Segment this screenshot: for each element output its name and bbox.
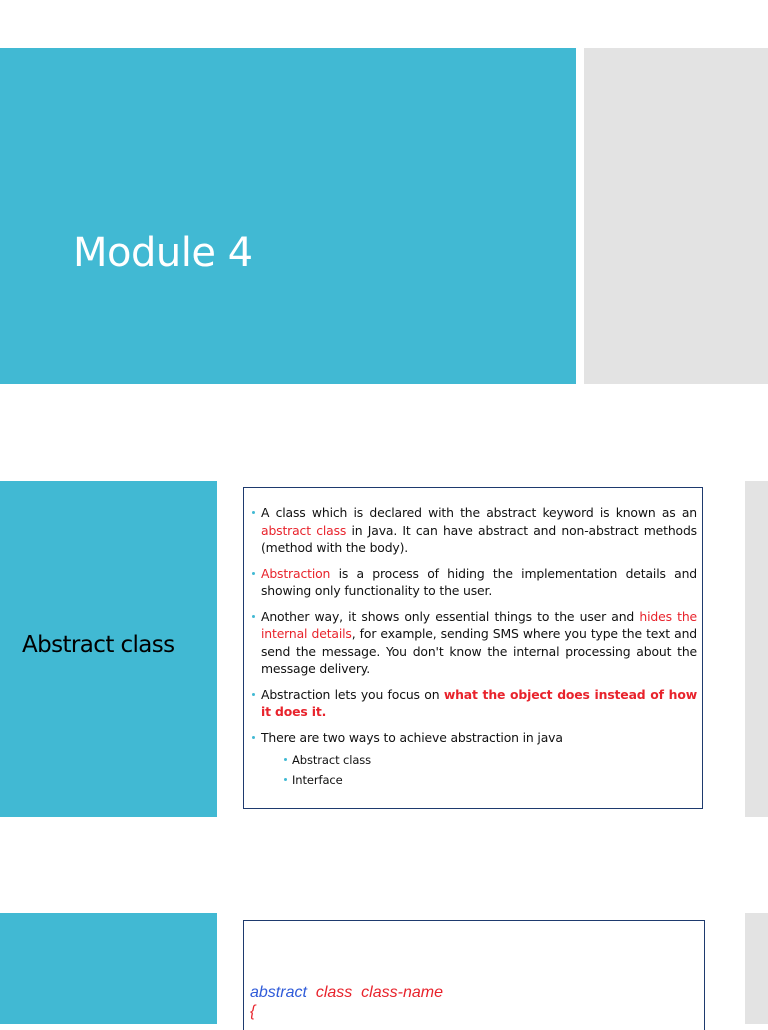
slide2-side-panel (745, 481, 768, 817)
bullet-two-ways: There are two ways to achieve abstraction in java Abstract class Interface (261, 729, 697, 791)
highlight-abstraction: Abstraction (261, 565, 331, 581)
sub-bullet-abstract-class: Abstract class (292, 750, 697, 770)
slide1-title: Module 4 (73, 230, 253, 276)
bullet-another-way: Another way, it shows only essential things to the user and hides the internal details, for example, sending SMS where you type the text and send the message. You don't know the internal processing about the message delivery. (261, 608, 698, 676)
code-open-brace: { (250, 1003, 256, 1020)
bullet-abstraction-definition: Abstraction is a process of hiding the implementation details and showing only functionality to the user. (261, 565, 697, 598)
code-class-name: class-name (361, 984, 443, 1001)
bullet-list (244, 488, 702, 790)
highlight-what-object-does: what the object does instead of how it does it. (261, 686, 697, 719)
bullet-abstract-class-definition: A class which is declared with the abstract keyword is known as an abstract class in Java. It can have abstract and non-abstract methods (method with the body). (261, 505, 697, 555)
slide1-title-panel (0, 48, 576, 384)
slide3-side-panel (745, 913, 768, 1024)
code-snippet (250, 983, 443, 1021)
code-line-declaration (250, 983, 443, 1002)
bullet-focus: Abstraction lets you focus on what the object does instead of how it does it. (261, 686, 697, 719)
sub-bullet-interface: Interface (292, 770, 697, 790)
sub-bullet-list (261, 750, 697, 790)
code-keyword-class: class (315, 984, 353, 1001)
highlight-hides-details: hides the internal details (261, 608, 698, 641)
slide1-side-panel (584, 48, 768, 384)
slide2-title: Abstract class (22, 632, 175, 658)
slide2-content-box (243, 487, 703, 809)
slide3-title-panel (0, 913, 217, 1024)
highlight-abstract-class: abstract class (261, 522, 347, 538)
code-keyword-abstract: abstract (250, 984, 307, 1001)
